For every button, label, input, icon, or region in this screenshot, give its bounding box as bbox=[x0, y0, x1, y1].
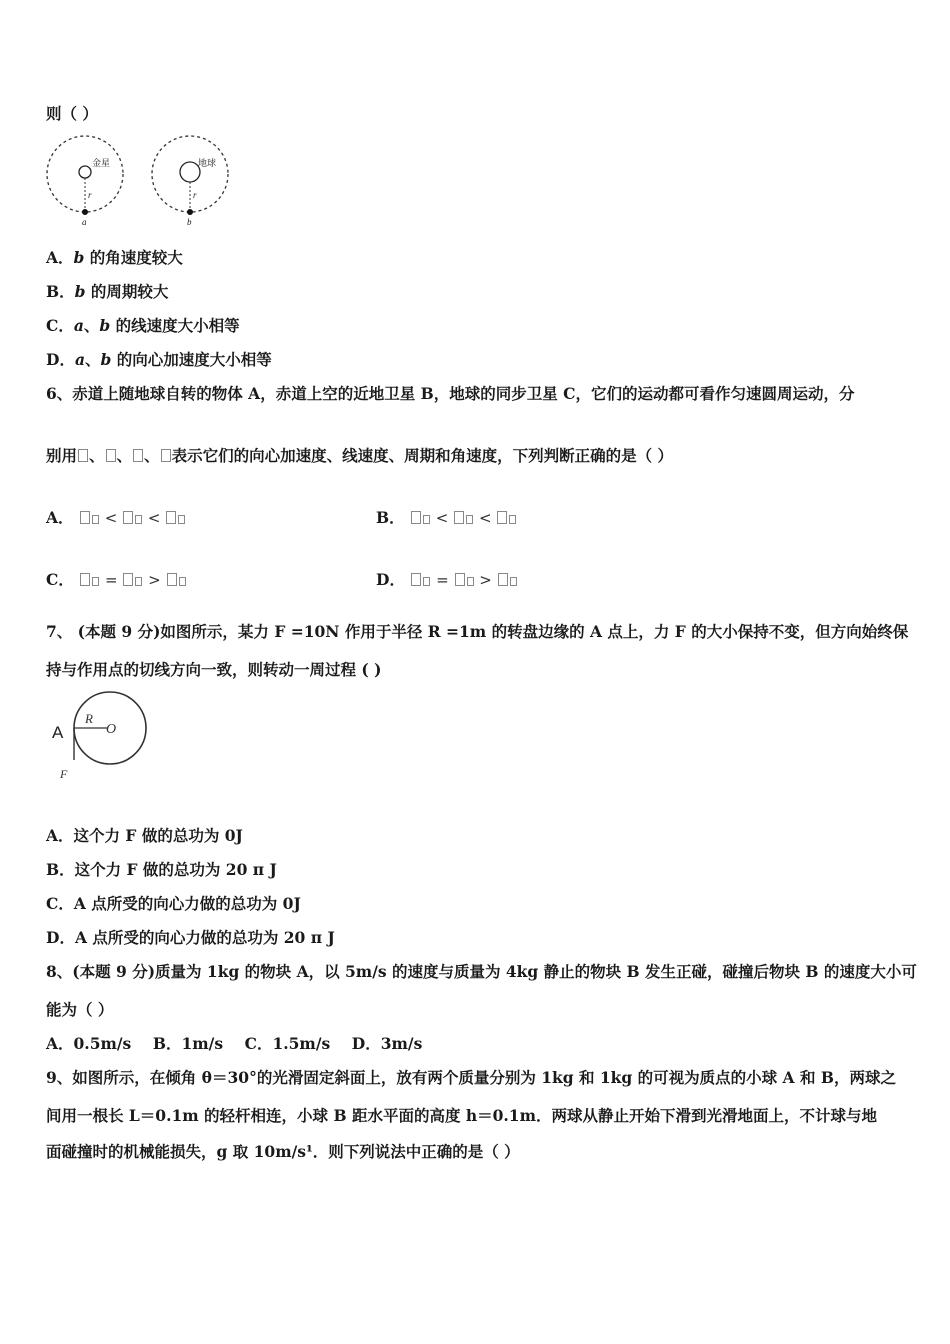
q8-stem-line1: 8、(本题 9 分)质量为 1kg 的物块 A，以 5m/s 的速度与质量为 4kg 静止的物块 B 发生正碰，碰撞后物块 B 的速度大小可 bbox=[46, 962, 917, 981]
point-label-a: a bbox=[82, 217, 87, 227]
center-o-label: O bbox=[106, 722, 117, 737]
formula: < < bbox=[410, 509, 517, 527]
q7-option-b[interactable]: B．这个力 F 做的总功为 20 π J bbox=[46, 860, 277, 879]
q9-stem-line3: 面碰撞时的机械能损失，g 取 10m/s¹．则下列说法中正确的是（ ） bbox=[46, 1142, 520, 1161]
venus-orbit bbox=[47, 136, 123, 212]
radius-label-right: r bbox=[193, 190, 197, 200]
earth-label: 地球 bbox=[198, 158, 217, 168]
satellite-b bbox=[187, 209, 193, 215]
q5-option-a[interactable]: A．b 的角速度较大 bbox=[46, 248, 183, 267]
turntable-figure bbox=[48, 690, 158, 790]
venus-label: 金星 bbox=[92, 158, 111, 168]
q6-option-b[interactable]: B． < < bbox=[376, 506, 517, 528]
q6-option-d[interactable]: D． = > bbox=[376, 568, 518, 590]
q5-option-d[interactable]: D．a、b 的向心加速度大小相等 bbox=[46, 350, 272, 369]
missing-glyph-icon bbox=[161, 449, 171, 462]
q9-stem-line2: 间用一根长 L＝0.1m 的轻杆相连，小球 B 距水平面的高度 h＝0.1m．两球从静止开始下滑到光滑地面上，不计球与地 bbox=[46, 1106, 877, 1125]
q5-option-b[interactable]: B．b 的周期较大 bbox=[46, 282, 169, 301]
satellite-a bbox=[82, 209, 88, 215]
formula: < < bbox=[79, 509, 186, 527]
q7-option-a[interactable]: A．这个力 F 做的总功为 0J bbox=[46, 826, 243, 845]
q6-stem-line2: 别用 、 、 、 表示它们的向心加速度、线速度、周期和角速度，下列判断正确的是（ ） bbox=[46, 446, 673, 465]
q7-stem-line2: 持与作用点的切线方向一致，则转动一周过程 ( ) bbox=[46, 660, 382, 679]
formula: = > bbox=[79, 571, 186, 589]
q5-option-c[interactable]: C．a、b 的线速度大小相等 bbox=[46, 316, 240, 335]
force-f-label: F bbox=[60, 767, 68, 781]
missing-glyph-icon bbox=[78, 449, 88, 462]
q6-option-a[interactable]: A． < < bbox=[46, 506, 186, 528]
q8-options[interactable]: A．0.5m/s B．1m/s C．1.5m/s D．3m/s bbox=[46, 1034, 423, 1053]
q9-stem-line1: 9、如图所示，在倾角 θ＝30°的光滑固定斜面上，放有两个质量分别为 1kg 和 1kg 的可视为质点的小球 A 和 B，两球之 bbox=[46, 1068, 896, 1087]
radius-label-left: r bbox=[88, 190, 92, 200]
q7-stem-line1: 7、 (本题 9 分)如图所示，某力 F =10N 作用于半径 R =1m 的转盘边缘的 A 点上，力 F 的大小保持不变，但方向始终保 bbox=[46, 622, 909, 641]
q7-option-d[interactable]: D．A 点所受的向心力做的总功为 20 π J bbox=[46, 928, 335, 947]
question-stem-tail: 则（ ） bbox=[46, 104, 98, 123]
missing-glyph-icon bbox=[133, 449, 143, 462]
q7-option-c[interactable]: C．A 点所受的向心力做的总功为 0J bbox=[46, 894, 301, 913]
formula: = > bbox=[410, 571, 517, 589]
missing-glyph-icon bbox=[106, 449, 116, 462]
earth-planet bbox=[180, 162, 200, 182]
q8-stem-line2: 能为（ ） bbox=[46, 1000, 114, 1019]
radius-r-label: R bbox=[85, 711, 93, 726]
q6-option-c[interactable]: C． = > bbox=[46, 568, 187, 590]
q6-stem-line1: 6、赤道上随地球自转的物体 A，赤道上空的近地卫星 B，地球的同步卫星 C，它们的运动都可看作匀速圆周运动，分 bbox=[46, 384, 855, 403]
orbit-figure bbox=[40, 132, 240, 232]
venus-planet bbox=[79, 166, 91, 178]
earth-orbit bbox=[152, 136, 228, 212]
point-a-label: A bbox=[52, 723, 64, 742]
point-label-b: b bbox=[187, 217, 192, 227]
